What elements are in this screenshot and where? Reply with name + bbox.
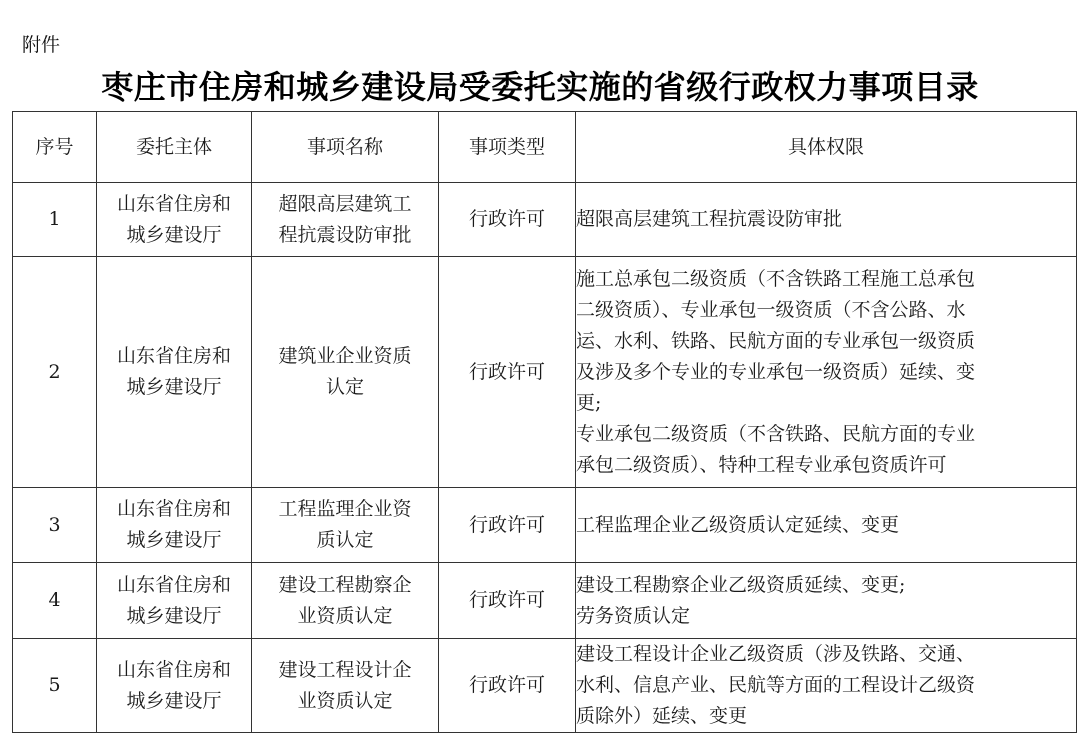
table-row — [13, 257, 1077, 488]
cell-serial-number: 5 — [13, 639, 97, 733]
cell-entrusting-party-line: 城乡建设厅 — [126, 604, 222, 627]
cell-serial-number: 2 — [13, 257, 97, 488]
cell-specific-authority — [576, 257, 1077, 488]
document-title: 枣庄市住房和城乡建设局受委托实施的省级行政权力事项目录 — [101, 68, 979, 106]
cell-item-type: 行政许可 — [439, 257, 576, 488]
cell-specific-authority — [576, 639, 1077, 733]
header-entrusting-party: 委托主体 — [97, 112, 252, 183]
cell-entrusting-party-line: 城乡建设厅 — [126, 223, 222, 246]
cell-specific-authority — [576, 488, 1077, 563]
cell-entrusting-party-line: 城乡建设厅 — [126, 376, 222, 398]
table-row — [13, 639, 1077, 733]
cell-item-name-line: 工程监理企业资 — [278, 498, 412, 520]
cell-specific-authority-line: 专业承包二级资质（不含铁路、民航方面的专业 — [576, 422, 976, 445]
cell-item-name-line: 业资质认定 — [297, 689, 393, 712]
cell-item-name-line: 超限高层建筑工 — [278, 192, 412, 215]
header-item-name: 事项名称 — [252, 112, 439, 183]
cell-specific-authority-line: 施工总承包二级资质（不含铁路工程施工总承包 — [576, 267, 976, 290]
cell-item-type: 行政许可 — [439, 488, 576, 563]
cell-specific-authority-line: 劳务资质认定 — [576, 604, 691, 627]
cell-entrusting-party-line: 山东省住房和 — [116, 498, 231, 520]
cell-item-name-line: 程抗震设防审批 — [278, 223, 412, 246]
cell-item-name-line: 认定 — [325, 376, 364, 398]
cell-item-name-line: 建筑业企业资质 — [278, 345, 412, 367]
cell-serial-number: 4 — [13, 563, 97, 639]
cell-item-type: 行政许可 — [439, 639, 576, 733]
cell-item-name-line: 业资质认定 — [297, 604, 393, 627]
cell-specific-authority-line: 更; — [576, 391, 602, 414]
cell-item-name-line: 质认定 — [316, 529, 374, 551]
cell-specific-authority-line: 水利、信息产业、民航等方面的工程设计乙级资 — [576, 674, 976, 696]
cell-item-name — [252, 488, 439, 563]
cell-serial-number: 1 — [13, 183, 97, 257]
cell-item-name-line: 建设工程设计企 — [278, 658, 412, 681]
cell-item-name — [252, 257, 439, 488]
cell-specific-authority-line: 二级资质）、专业承包一级资质（不含公路、水 — [576, 298, 966, 321]
cell-entrusting-party — [97, 257, 252, 488]
cell-entrusting-party-line: 山东省住房和 — [116, 573, 231, 596]
cell-entrusting-party-line: 城乡建设厅 — [126, 689, 222, 712]
table-row — [13, 563, 1077, 639]
cell-entrusting-party — [97, 183, 252, 257]
cell-specific-authority-line: 及涉及多个专业的专业承包一级资质）延续、变 — [576, 360, 976, 383]
cell-item-type: 行政许可 — [439, 563, 576, 639]
cell-specific-authority-line: 质除外）延续、变更 — [576, 705, 748, 727]
table-header-row — [13, 112, 1077, 183]
cell-specific-authority-line: 承包二级资质）、特种工程专业承包资质许可 — [576, 453, 947, 476]
header-item-type: 事项类型 — [439, 112, 576, 183]
cell-item-name — [252, 183, 439, 257]
attachment-label: 附件 — [22, 34, 61, 56]
cell-entrusting-party — [97, 488, 252, 563]
header-specific-authority: 具体权限 — [576, 112, 1077, 183]
cell-serial-number: 3 — [13, 488, 97, 563]
cell-item-name — [252, 639, 439, 733]
cell-entrusting-party-line: 山东省住房和 — [116, 192, 231, 215]
table-row — [13, 488, 1077, 563]
cell-specific-authority-line: 建设工程设计企业乙级资质（涉及铁路、交通、 — [576, 643, 976, 665]
cell-entrusting-party-line: 山东省住房和 — [116, 345, 231, 367]
cell-entrusting-party — [97, 563, 252, 639]
cell-item-name — [252, 563, 439, 639]
cell-item-type: 行政许可 — [439, 183, 576, 257]
cell-specific-authority-line: 工程监理企业乙级资质认定延续、变更 — [576, 513, 900, 536]
cell-specific-authority-line: 超限高层建筑工程抗震设防审批 — [576, 208, 843, 230]
cell-specific-authority — [576, 563, 1077, 639]
cell-entrusting-party-line: 城乡建设厅 — [126, 529, 222, 551]
power-items-table — [12, 111, 1077, 733]
table-body — [13, 183, 1077, 733]
cell-specific-authority-line: 运、水利、铁路、民航方面的专业承包一级资质 — [576, 329, 976, 352]
cell-item-name-line: 建设工程勘察企 — [278, 573, 412, 596]
cell-specific-authority-line: 建设工程勘察企业乙级资质延续、变更; — [576, 573, 906, 596]
cell-specific-authority — [576, 183, 1077, 257]
cell-entrusting-party — [97, 639, 252, 733]
header-serial-number: 序号 — [13, 112, 97, 183]
table-row — [13, 183, 1077, 257]
cell-entrusting-party-line: 山东省住房和 — [116, 658, 231, 681]
